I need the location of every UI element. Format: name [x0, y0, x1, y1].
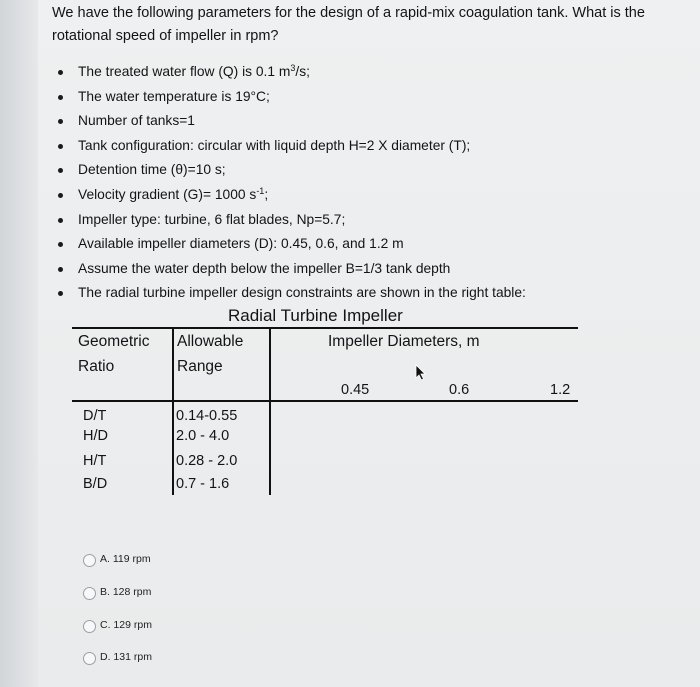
ratio-cell: B/D [83, 476, 108, 492]
ratio-cell: H/D [83, 428, 108, 444]
table-header-rule [72, 400, 578, 402]
table-divider [172, 329, 174, 495]
bullet-icon [58, 70, 63, 75]
bullet-icon [58, 95, 63, 100]
parameter-configuration: Tank configuration: circular with liquid depth H=2 X diameter (T); [58, 134, 526, 159]
radio-button[interactable] [83, 554, 96, 567]
ratio-cell: H/T [83, 453, 107, 469]
bullet-icon [58, 168, 63, 173]
range-cell: 0.7 - 1.6 [176, 476, 230, 492]
bullet-icon [58, 242, 63, 247]
header-allowable: Allowable [177, 333, 244, 350]
diameter-column-header: 0.45 [341, 382, 370, 398]
range-cell: 0.14-0.55 [176, 408, 238, 424]
radio-button[interactable] [83, 587, 96, 600]
table-top-rule [72, 327, 578, 329]
option-label: B. 128 rpm [100, 586, 152, 598]
radio-button[interactable] [83, 620, 96, 633]
parameter-list [58, 60, 526, 306]
parameter-tanks: Number of tanks=1 [58, 109, 526, 134]
radio-button[interactable] [83, 652, 96, 665]
table-title: Radial Turbine Impeller [228, 306, 403, 325]
parameter-diameters: Available impeller diameters (D): 0.45, 0.6, and 1.2 m [58, 232, 526, 257]
bullet-icon [58, 267, 63, 272]
bullet-icon [58, 119, 63, 124]
parameter-gradient: Velocity gradient (G)= 1000 $s^{-1}$; [58, 183, 526, 208]
table-divider [269, 329, 271, 495]
range-cell: 0.28 - 2.0 [176, 453, 238, 469]
option-label: C. 129 rpm [100, 619, 152, 631]
mouse-pointer-icon [415, 364, 427, 382]
parameter-constraints-note: The radial turbine impeller design constraints are shown in the right table: [58, 281, 526, 306]
header-geometric: Geometric [78, 333, 150, 350]
bullet-icon [58, 193, 63, 198]
parameter-flow: The treated water flow (Q) is 0.1 $m^3/s$; [58, 60, 526, 85]
diameter-column-header: 0.6 [449, 382, 470, 398]
diameter-column-header: 1.2 [550, 382, 571, 398]
range-cell: 2.0 - 4.0 [176, 428, 230, 444]
header-range: Range [177, 358, 223, 375]
bullet-icon [58, 218, 63, 223]
option-label: A. 119 rpm [100, 553, 151, 565]
parameter-impeller-type: Impeller type: turbine, 6 flat blades, Np=5.7; [58, 208, 526, 233]
page-left-edge [0, 0, 38, 687]
option-label: D. 131 rpm [100, 651, 152, 663]
ratio-cell: D/T [83, 408, 107, 424]
parameter-depth: Assume the water depth below the impeller B=1/3 tank depth [58, 257, 526, 282]
header-ratio: Ratio [78, 358, 115, 375]
parameter-temperature: The water temperature is 19°C; [58, 85, 526, 110]
bullet-icon [58, 291, 63, 296]
bullet-icon [58, 144, 63, 149]
parameter-detention: Detention time (θ)=10 s; [58, 158, 526, 183]
header-impeller-diameters: Impeller Diameters, m [328, 333, 480, 350]
question-text: We have the following parameters for the design of a rapid-mix coagulation tank. What is the rotational speed of impeller in rpm? [52, 5, 645, 44]
